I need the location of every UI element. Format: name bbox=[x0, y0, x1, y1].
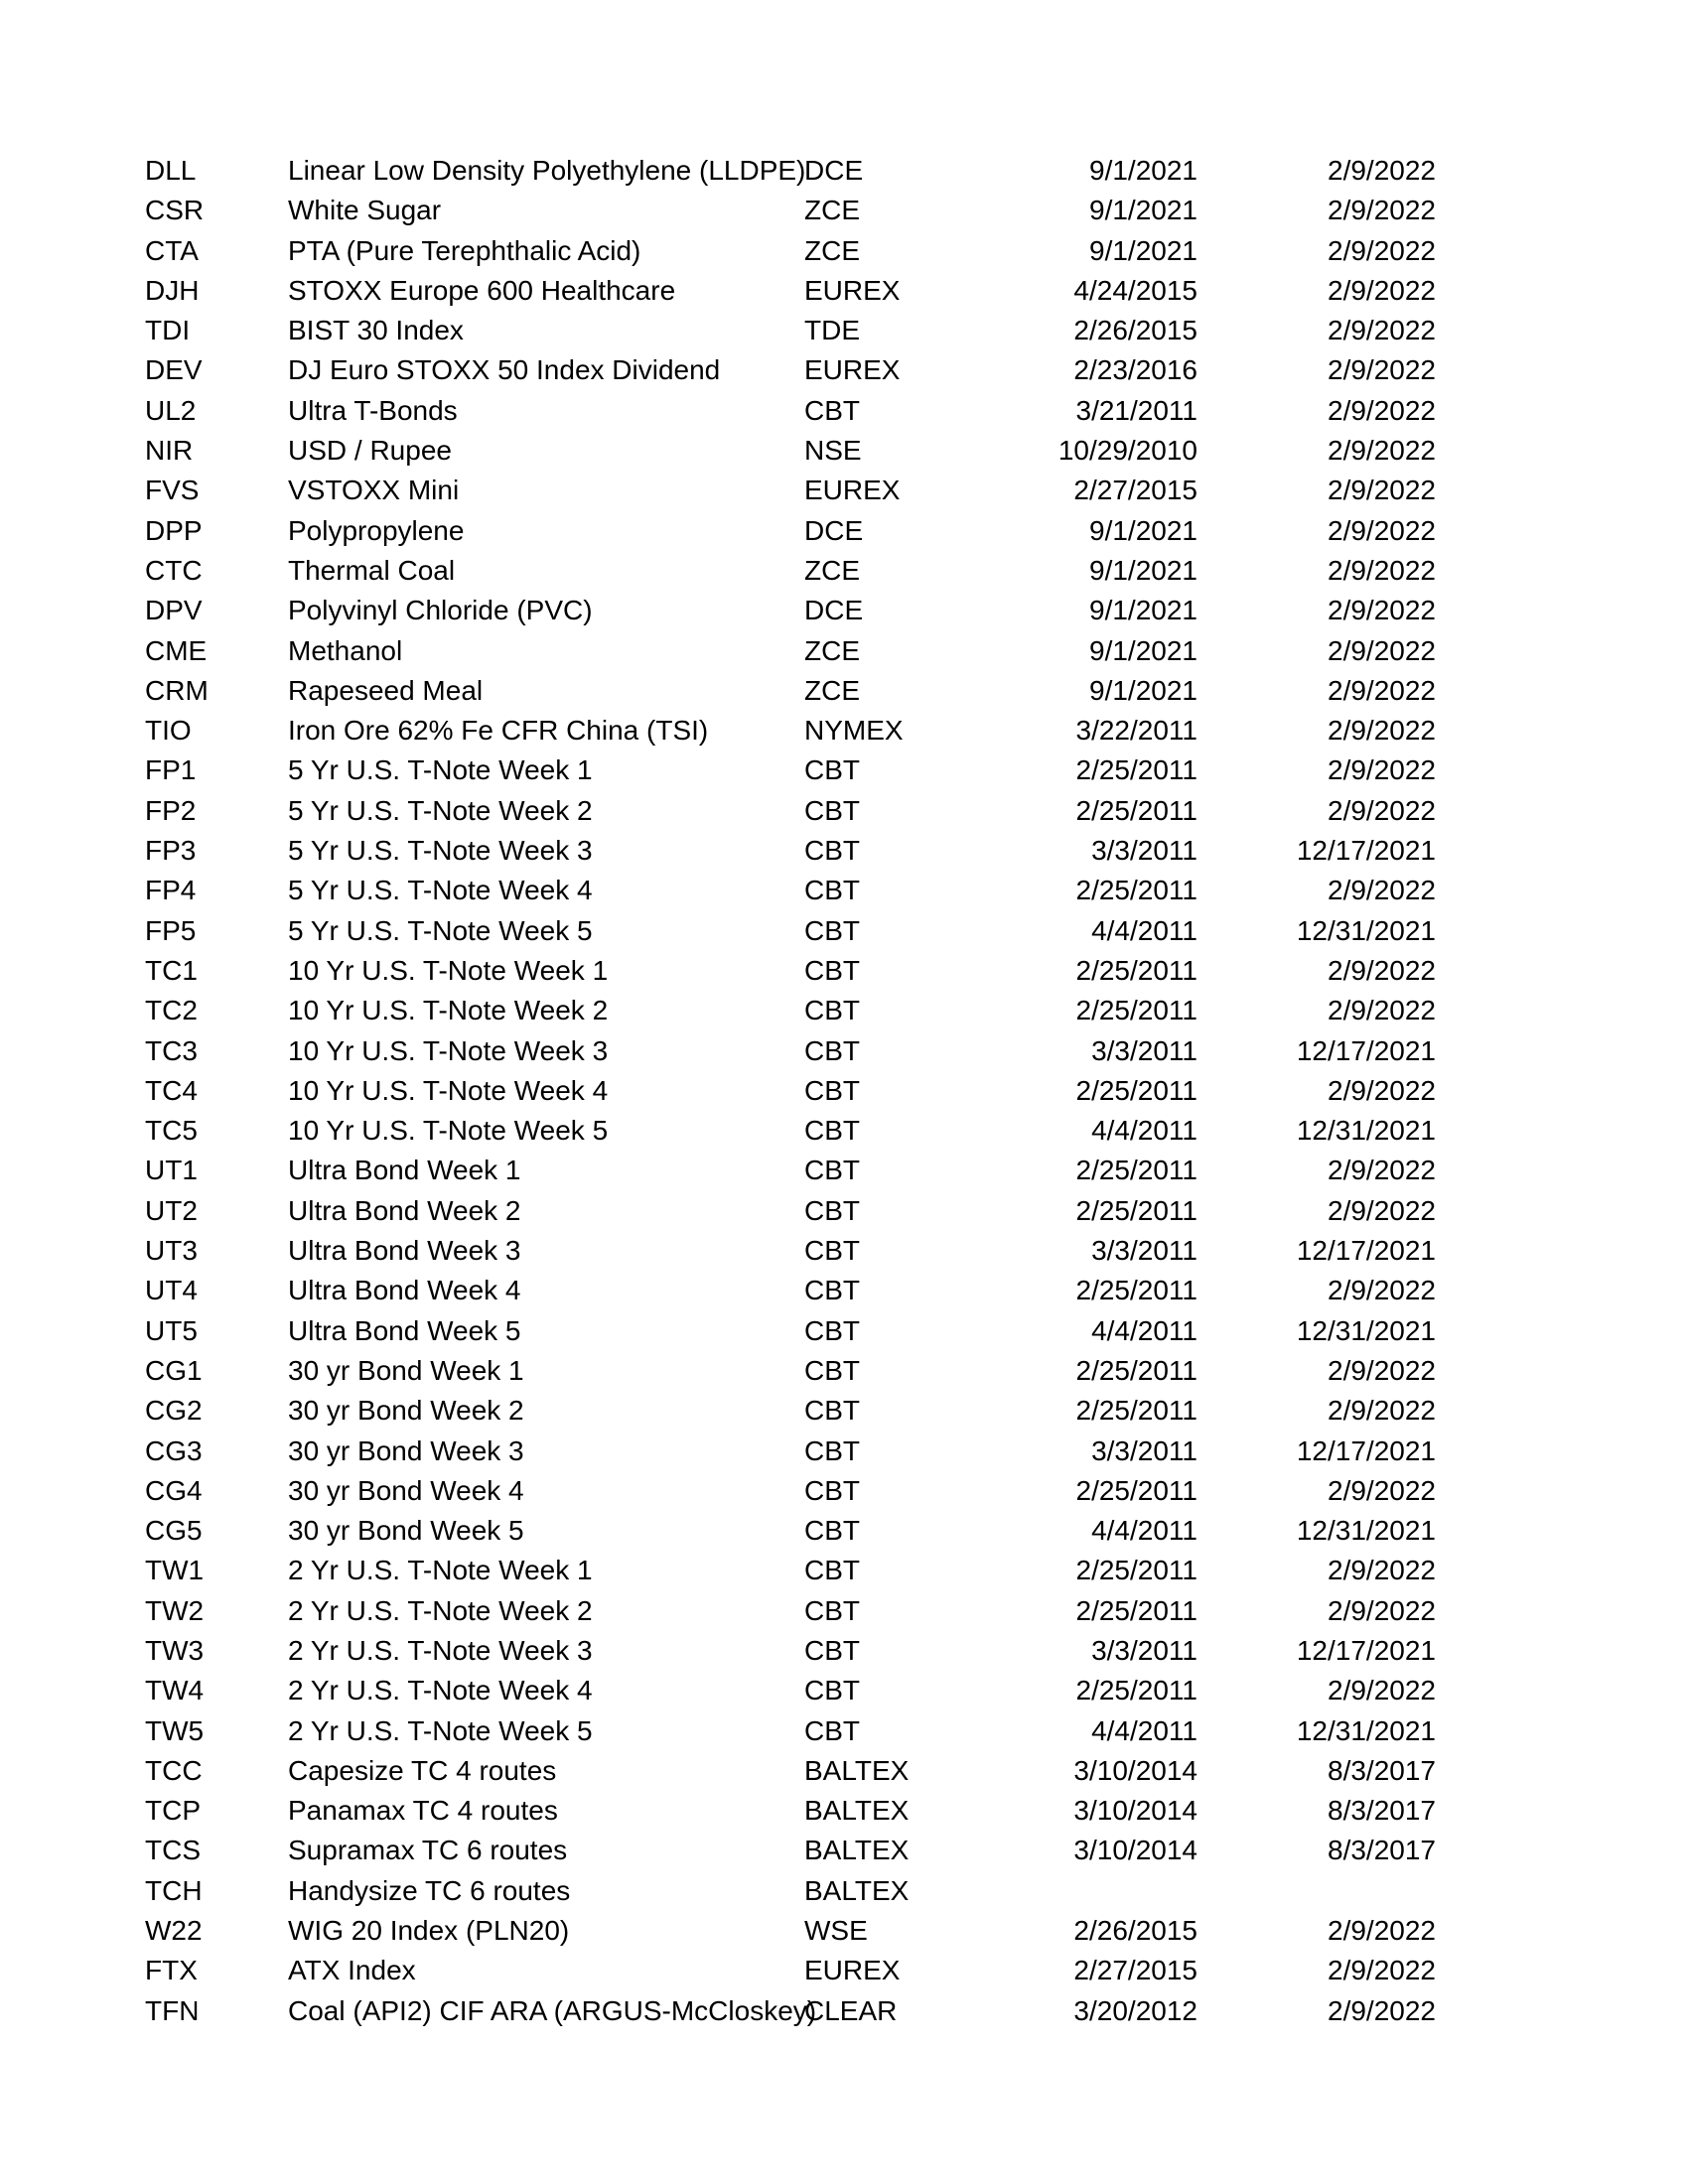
exchange: CBT bbox=[804, 1434, 860, 1466]
exchange: CBT bbox=[804, 1034, 860, 1066]
start-date: 2/25/2011 bbox=[1075, 1354, 1197, 1386]
start-date: 9/1/2021 bbox=[1089, 595, 1197, 626]
end-date: 2/9/2022 bbox=[1328, 354, 1436, 386]
contract-description: Coal (API2) CIF ARA (ARGUS-McCloskey) bbox=[288, 1994, 817, 2026]
exchange: BALTEX bbox=[804, 1835, 910, 1866]
contract-description: 10 Yr U.S. T-Note Week 1 bbox=[288, 954, 609, 986]
exchange: DCE bbox=[804, 595, 864, 626]
contract-code: CG1 bbox=[145, 1354, 203, 1386]
contract-description: 30 yr Bond Week 2 bbox=[288, 1395, 524, 1427]
start-date: 3/3/2011 bbox=[1091, 835, 1197, 867]
end-date: 12/31/2021 bbox=[1296, 1115, 1436, 1147]
start-date: 9/1/2021 bbox=[1089, 234, 1197, 266]
end-date: 2/9/2022 bbox=[1328, 954, 1436, 986]
end-date: 12/31/2021 bbox=[1296, 1515, 1436, 1547]
contract-code: UT4 bbox=[145, 1275, 198, 1306]
start-date: 2/25/2011 bbox=[1075, 995, 1197, 1026]
contract-code: TC4 bbox=[145, 1074, 198, 1106]
contract-code: UT1 bbox=[145, 1155, 198, 1186]
contract-description: ATX Index bbox=[288, 1955, 416, 1986]
end-date: 2/9/2022 bbox=[1328, 514, 1436, 546]
contract-code: TC2 bbox=[145, 995, 198, 1026]
contract-code: CG4 bbox=[145, 1474, 203, 1506]
contract-description: USD / Rupee bbox=[288, 435, 452, 467]
contract-code: FP2 bbox=[145, 794, 197, 826]
contract-description: Rapeseed Meal bbox=[288, 674, 484, 706]
end-date: 12/17/2021 bbox=[1296, 835, 1436, 867]
start-date: 2/25/2011 bbox=[1075, 1074, 1197, 1106]
contract-code: TC1 bbox=[145, 954, 198, 986]
table-row bbox=[145, 1871, 1436, 1911]
exchange: WSE bbox=[804, 1915, 868, 1947]
contract-description: 2 Yr U.S. T-Note Week 4 bbox=[288, 1675, 593, 1706]
end-date: 2/9/2022 bbox=[1328, 1354, 1436, 1386]
contract-code: FVS bbox=[145, 475, 200, 506]
contract-description: Capesize TC 4 routes bbox=[288, 1754, 557, 1786]
start-date: 2/25/2011 bbox=[1075, 754, 1197, 786]
contract-description: 10 Yr U.S. T-Note Week 5 bbox=[288, 1115, 609, 1147]
end-date: 2/9/2022 bbox=[1328, 715, 1436, 747]
start-date: 2/26/2015 bbox=[1073, 1915, 1197, 1947]
contract-code: TDI bbox=[145, 315, 191, 346]
contract-description: DJ Euro STOXX 50 Index Dividend bbox=[288, 354, 721, 386]
exchange: CBT bbox=[804, 1314, 860, 1346]
end-date: 2/9/2022 bbox=[1328, 1594, 1436, 1626]
table-row bbox=[145, 1711, 1436, 1751]
end-date: 2/9/2022 bbox=[1328, 754, 1436, 786]
start-date: 3/10/2014 bbox=[1073, 1754, 1197, 1786]
contract-description: Thermal Coal bbox=[288, 554, 456, 586]
start-date: 2/25/2011 bbox=[1075, 1555, 1197, 1586]
contract-code: TW5 bbox=[145, 1714, 205, 1746]
table-row bbox=[145, 1471, 1436, 1511]
contract-description: 10 Yr U.S. T-Note Week 3 bbox=[288, 1034, 609, 1066]
start-date: 4/4/2011 bbox=[1091, 914, 1197, 946]
contract-description: BIST 30 Index bbox=[288, 315, 464, 346]
contract-description: 2 Yr U.S. T-Note Week 1 bbox=[288, 1555, 593, 1586]
contract-description: Ultra Bond Week 4 bbox=[288, 1275, 521, 1306]
exchange: CBT bbox=[804, 1474, 860, 1506]
start-date: 3/10/2014 bbox=[1073, 1835, 1197, 1866]
table-row bbox=[145, 1831, 1436, 1870]
table-row bbox=[145, 1591, 1436, 1631]
end-date: 2/9/2022 bbox=[1328, 1395, 1436, 1427]
table-row bbox=[145, 311, 1436, 350]
end-date: 2/9/2022 bbox=[1328, 1955, 1436, 1986]
contract-description: Panamax TC 4 routes bbox=[288, 1795, 558, 1827]
contract-description: 2 Yr U.S. T-Note Week 5 bbox=[288, 1714, 593, 1746]
end-date: 2/9/2022 bbox=[1328, 1675, 1436, 1706]
contract-code: CME bbox=[145, 634, 208, 666]
start-date: 3/3/2011 bbox=[1091, 1634, 1197, 1666]
exchange: EUREX bbox=[804, 475, 901, 506]
table-row bbox=[145, 1511, 1436, 1551]
exchange: CBT bbox=[804, 1074, 860, 1106]
contract-description: 5 Yr U.S. T-Note Week 4 bbox=[288, 875, 593, 906]
exchange: BALTEX bbox=[804, 1795, 910, 1827]
table-row bbox=[145, 591, 1436, 630]
contract-description: PTA (Pure Terephthalic Acid) bbox=[288, 234, 641, 266]
start-date: 4/24/2015 bbox=[1073, 274, 1197, 306]
start-date: 3/21/2011 bbox=[1075, 394, 1197, 426]
exchange: EUREX bbox=[804, 354, 901, 386]
table-row bbox=[145, 751, 1436, 790]
table-row bbox=[145, 1231, 1436, 1271]
contract-description: WIG 20 Index (PLN20) bbox=[288, 1915, 570, 1947]
start-date: 3/3/2011 bbox=[1091, 1034, 1197, 1066]
contract-description: 5 Yr U.S. T-Note Week 1 bbox=[288, 754, 593, 786]
contract-code: UT5 bbox=[145, 1314, 198, 1346]
table-row bbox=[145, 350, 1436, 390]
end-date: 2/9/2022 bbox=[1328, 674, 1436, 706]
table-row bbox=[145, 1111, 1436, 1151]
contract-description: 5 Yr U.S. T-Note Week 2 bbox=[288, 794, 593, 826]
end-date: 2/9/2022 bbox=[1328, 315, 1436, 346]
exchange: EUREX bbox=[804, 274, 901, 306]
table-row bbox=[145, 1751, 1436, 1791]
contract-code: TW2 bbox=[145, 1594, 205, 1626]
start-date: 3/10/2014 bbox=[1073, 1795, 1197, 1827]
contract-description: Ultra Bond Week 5 bbox=[288, 1314, 521, 1346]
table-row bbox=[145, 1911, 1436, 1951]
contract-description: Ultra Bond Week 2 bbox=[288, 1194, 521, 1226]
exchange: ZCE bbox=[804, 634, 860, 666]
contract-description: 30 yr Bond Week 4 bbox=[288, 1474, 524, 1506]
contract-description: VSTOXX Mini bbox=[288, 475, 460, 506]
contract-code: DEV bbox=[145, 354, 203, 386]
table-row bbox=[145, 231, 1436, 271]
start-date: 9/1/2021 bbox=[1089, 514, 1197, 546]
end-date: 2/9/2022 bbox=[1328, 595, 1436, 626]
end-date: 2/9/2022 bbox=[1328, 1474, 1436, 1506]
end-date: 8/3/2017 bbox=[1328, 1795, 1436, 1827]
contract-description: Methanol bbox=[288, 634, 403, 666]
table-row bbox=[145, 911, 1436, 951]
contract-code: CSR bbox=[145, 195, 205, 226]
contract-code: TC5 bbox=[145, 1115, 198, 1147]
end-date: 2/9/2022 bbox=[1328, 875, 1436, 906]
start-date: 9/1/2021 bbox=[1089, 554, 1197, 586]
table-row bbox=[145, 1951, 1436, 1990]
end-date: 12/17/2021 bbox=[1296, 1434, 1436, 1466]
contract-description: Handysize TC 6 routes bbox=[288, 1874, 571, 1906]
start-date: 9/1/2021 bbox=[1089, 155, 1197, 186]
start-date: 4/4/2011 bbox=[1091, 1314, 1197, 1346]
start-date: 3/3/2011 bbox=[1091, 1235, 1197, 1267]
exchange: CBT bbox=[804, 875, 860, 906]
exchange: CBT bbox=[804, 1395, 860, 1427]
contract-code: DPP bbox=[145, 514, 203, 546]
exchange: CBT bbox=[804, 754, 860, 786]
end-date: 2/9/2022 bbox=[1328, 394, 1436, 426]
end-date: 2/9/2022 bbox=[1328, 195, 1436, 226]
end-date: 12/17/2021 bbox=[1296, 1034, 1436, 1066]
end-date: 12/17/2021 bbox=[1296, 1634, 1436, 1666]
end-date: 2/9/2022 bbox=[1328, 475, 1436, 506]
start-date: 2/25/2011 bbox=[1075, 1155, 1197, 1186]
end-date: 12/17/2021 bbox=[1296, 1235, 1436, 1267]
contract-description: 10 Yr U.S. T-Note Week 2 bbox=[288, 995, 609, 1026]
end-date: 2/9/2022 bbox=[1328, 1194, 1436, 1226]
start-date: 9/1/2021 bbox=[1089, 195, 1197, 226]
contract-code: UL2 bbox=[145, 394, 197, 426]
table-row bbox=[145, 1432, 1436, 1471]
table-row bbox=[145, 1631, 1436, 1671]
end-date: 2/9/2022 bbox=[1328, 554, 1436, 586]
exchange: TDE bbox=[804, 315, 860, 346]
exchange: ZCE bbox=[804, 195, 860, 226]
start-date: 4/4/2011 bbox=[1091, 1115, 1197, 1147]
contract-code: DPV bbox=[145, 595, 203, 626]
contract-description: 30 yr Bond Week 5 bbox=[288, 1515, 524, 1547]
start-date: 2/25/2011 bbox=[1075, 1474, 1197, 1506]
contract-description: 5 Yr U.S. T-Note Week 5 bbox=[288, 914, 593, 946]
end-date: 2/9/2022 bbox=[1328, 234, 1436, 266]
table-row bbox=[145, 1551, 1436, 1590]
start-date: 4/4/2011 bbox=[1091, 1515, 1197, 1547]
exchange: CBT bbox=[804, 1194, 860, 1226]
table-row bbox=[145, 791, 1436, 831]
table-row bbox=[145, 1791, 1436, 1831]
end-date: 12/31/2021 bbox=[1296, 1714, 1436, 1746]
contract-code: DJH bbox=[145, 274, 200, 306]
start-date: 3/3/2011 bbox=[1091, 1434, 1197, 1466]
table-row bbox=[145, 431, 1436, 471]
contract-code: CRM bbox=[145, 674, 209, 706]
contract-description: White Sugar bbox=[288, 195, 442, 226]
start-date: 3/20/2012 bbox=[1073, 1994, 1197, 2026]
table-row bbox=[145, 991, 1436, 1030]
start-date: 2/25/2011 bbox=[1075, 1675, 1197, 1706]
start-date: 2/25/2011 bbox=[1075, 1594, 1197, 1626]
start-date: 2/27/2015 bbox=[1073, 1955, 1197, 1986]
start-date: 4/4/2011 bbox=[1091, 1714, 1197, 1746]
start-date: 2/26/2015 bbox=[1073, 315, 1197, 346]
exchange: ZCE bbox=[804, 674, 860, 706]
exchange: CBT bbox=[804, 1594, 860, 1626]
end-date: 2/9/2022 bbox=[1328, 634, 1436, 666]
table-row bbox=[145, 471, 1436, 510]
start-date: 9/1/2021 bbox=[1089, 634, 1197, 666]
end-date: 2/9/2022 bbox=[1328, 435, 1436, 467]
contract-code: CG2 bbox=[145, 1395, 203, 1427]
contract-code: CTC bbox=[145, 554, 203, 586]
table-row bbox=[145, 671, 1436, 711]
table-row bbox=[145, 151, 1436, 191]
exchange: BALTEX bbox=[804, 1754, 910, 1786]
end-date: 12/31/2021 bbox=[1296, 1314, 1436, 1346]
end-date: 2/9/2022 bbox=[1328, 1555, 1436, 1586]
contract-description: Polypropylene bbox=[288, 514, 465, 546]
contract-description: Ultra Bond Week 3 bbox=[288, 1235, 521, 1267]
table-row bbox=[145, 871, 1436, 910]
contract-code: FP4 bbox=[145, 875, 197, 906]
exchange: CBT bbox=[804, 394, 860, 426]
contract-code: TW1 bbox=[145, 1555, 205, 1586]
contract-description: STOXX Europe 600 Healthcare bbox=[288, 274, 676, 306]
end-date: 2/9/2022 bbox=[1328, 274, 1436, 306]
exchange: CBT bbox=[804, 1354, 860, 1386]
contract-code: FP3 bbox=[145, 835, 197, 867]
contract-description: Ultra T-Bonds bbox=[288, 394, 458, 426]
end-date: 2/9/2022 bbox=[1328, 1994, 1436, 2026]
contract-code: DLL bbox=[145, 155, 197, 186]
exchange: CBT bbox=[804, 1515, 860, 1547]
table-row bbox=[145, 711, 1436, 751]
end-date: 2/9/2022 bbox=[1328, 1155, 1436, 1186]
contract-code: CG3 bbox=[145, 1434, 203, 1466]
end-date: 2/9/2022 bbox=[1328, 995, 1436, 1026]
exchange: BALTEX bbox=[804, 1874, 910, 1906]
table-row bbox=[145, 1071, 1436, 1111]
end-date: 2/9/2022 bbox=[1328, 794, 1436, 826]
contract-table bbox=[145, 151, 1436, 2031]
start-date: 2/25/2011 bbox=[1075, 794, 1197, 826]
table-row bbox=[145, 191, 1436, 230]
exchange: CBT bbox=[804, 995, 860, 1026]
table-row bbox=[145, 551, 1436, 591]
contract-description: 5 Yr U.S. T-Note Week 3 bbox=[288, 835, 593, 867]
contract-code: FP5 bbox=[145, 914, 197, 946]
contract-description: 30 yr Bond Week 3 bbox=[288, 1434, 524, 1466]
contract-code: CG5 bbox=[145, 1515, 203, 1547]
exchange: CBT bbox=[804, 1115, 860, 1147]
contract-description: 30 yr Bond Week 1 bbox=[288, 1354, 524, 1386]
contract-description: 2 Yr U.S. T-Note Week 3 bbox=[288, 1634, 593, 1666]
exchange: CBT bbox=[804, 1235, 860, 1267]
contract-description: 2 Yr U.S. T-Note Week 2 bbox=[288, 1594, 593, 1626]
table-row bbox=[145, 951, 1436, 991]
contract-code: TCP bbox=[145, 1795, 201, 1827]
contract-code: FP1 bbox=[145, 754, 197, 786]
exchange: DCE bbox=[804, 155, 864, 186]
contract-code: TCS bbox=[145, 1835, 201, 1866]
contract-description: Ultra Bond Week 1 bbox=[288, 1155, 521, 1186]
start-date: 2/27/2015 bbox=[1073, 475, 1197, 506]
end-date: 2/9/2022 bbox=[1328, 1275, 1436, 1306]
contract-description: Polyvinyl Chloride (PVC) bbox=[288, 595, 593, 626]
table-row bbox=[145, 271, 1436, 311]
exchange: CLEAR bbox=[804, 1994, 898, 2026]
contract-code: TW3 bbox=[145, 1634, 205, 1666]
start-date: 2/25/2011 bbox=[1075, 875, 1197, 906]
exchange: CBT bbox=[804, 1714, 860, 1746]
table-row bbox=[145, 1391, 1436, 1431]
contract-code: TC3 bbox=[145, 1034, 198, 1066]
contract-description: 10 Yr U.S. T-Note Week 4 bbox=[288, 1074, 609, 1106]
start-date: 2/25/2011 bbox=[1075, 954, 1197, 986]
contract-code: CTA bbox=[145, 234, 199, 266]
contract-code: UT3 bbox=[145, 1235, 198, 1267]
exchange: ZCE bbox=[804, 234, 860, 266]
exchange: CBT bbox=[804, 954, 860, 986]
end-date: 8/3/2017 bbox=[1328, 1835, 1436, 1866]
contract-code: TCC bbox=[145, 1754, 203, 1786]
end-date: 8/3/2017 bbox=[1328, 1754, 1436, 1786]
table-row bbox=[145, 1311, 1436, 1351]
exchange: CBT bbox=[804, 794, 860, 826]
exchange: CBT bbox=[804, 1555, 860, 1586]
start-date: 3/22/2011 bbox=[1075, 715, 1197, 747]
exchange: CBT bbox=[804, 914, 860, 946]
contract-code: UT2 bbox=[145, 1194, 198, 1226]
table-row bbox=[145, 1191, 1436, 1231]
exchange: CBT bbox=[804, 1675, 860, 1706]
start-date: 10/29/2010 bbox=[1057, 435, 1197, 467]
exchange: NSE bbox=[804, 435, 862, 467]
contract-code: TW4 bbox=[145, 1675, 205, 1706]
exchange: ZCE bbox=[804, 554, 860, 586]
end-date: 2/9/2022 bbox=[1328, 155, 1436, 186]
end-date: 12/31/2021 bbox=[1296, 914, 1436, 946]
exchange: DCE bbox=[804, 514, 864, 546]
start-date: 9/1/2021 bbox=[1089, 674, 1197, 706]
contract-code: TIO bbox=[145, 715, 192, 747]
start-date: 2/25/2011 bbox=[1075, 1395, 1197, 1427]
end-date: 2/9/2022 bbox=[1328, 1915, 1436, 1947]
start-date: 2/23/2016 bbox=[1073, 354, 1197, 386]
table-row bbox=[145, 1671, 1436, 1710]
contract-code: FTX bbox=[145, 1955, 198, 1986]
contract-code: TFN bbox=[145, 1994, 200, 2026]
contract-code: TCH bbox=[145, 1874, 203, 1906]
table-row bbox=[145, 1271, 1436, 1310]
exchange: EUREX bbox=[804, 1955, 901, 1986]
table-row bbox=[145, 391, 1436, 431]
table-row bbox=[145, 1991, 1436, 2031]
exchange: CBT bbox=[804, 1275, 860, 1306]
table-row bbox=[145, 631, 1436, 671]
contract-description: Linear Low Density Polyethylene (LLDPE) bbox=[288, 155, 806, 186]
exchange: CBT bbox=[804, 1155, 860, 1186]
contract-code: W22 bbox=[145, 1915, 203, 1947]
start-date: 2/25/2011 bbox=[1075, 1194, 1197, 1226]
table-row bbox=[145, 1151, 1436, 1190]
contract-description: Supramax TC 6 routes bbox=[288, 1835, 568, 1866]
exchange: CBT bbox=[804, 1634, 860, 1666]
end-date: 2/9/2022 bbox=[1328, 1074, 1436, 1106]
contract-description: Iron Ore 62% Fe CFR China (TSI) bbox=[288, 715, 709, 747]
table-row bbox=[145, 1031, 1436, 1071]
table-row bbox=[145, 831, 1436, 871]
exchange: NYMEX bbox=[804, 715, 904, 747]
table-row bbox=[145, 511, 1436, 551]
table-row bbox=[145, 1351, 1436, 1391]
start-date: 2/25/2011 bbox=[1075, 1275, 1197, 1306]
exchange: CBT bbox=[804, 835, 860, 867]
contract-code: NIR bbox=[145, 435, 194, 467]
